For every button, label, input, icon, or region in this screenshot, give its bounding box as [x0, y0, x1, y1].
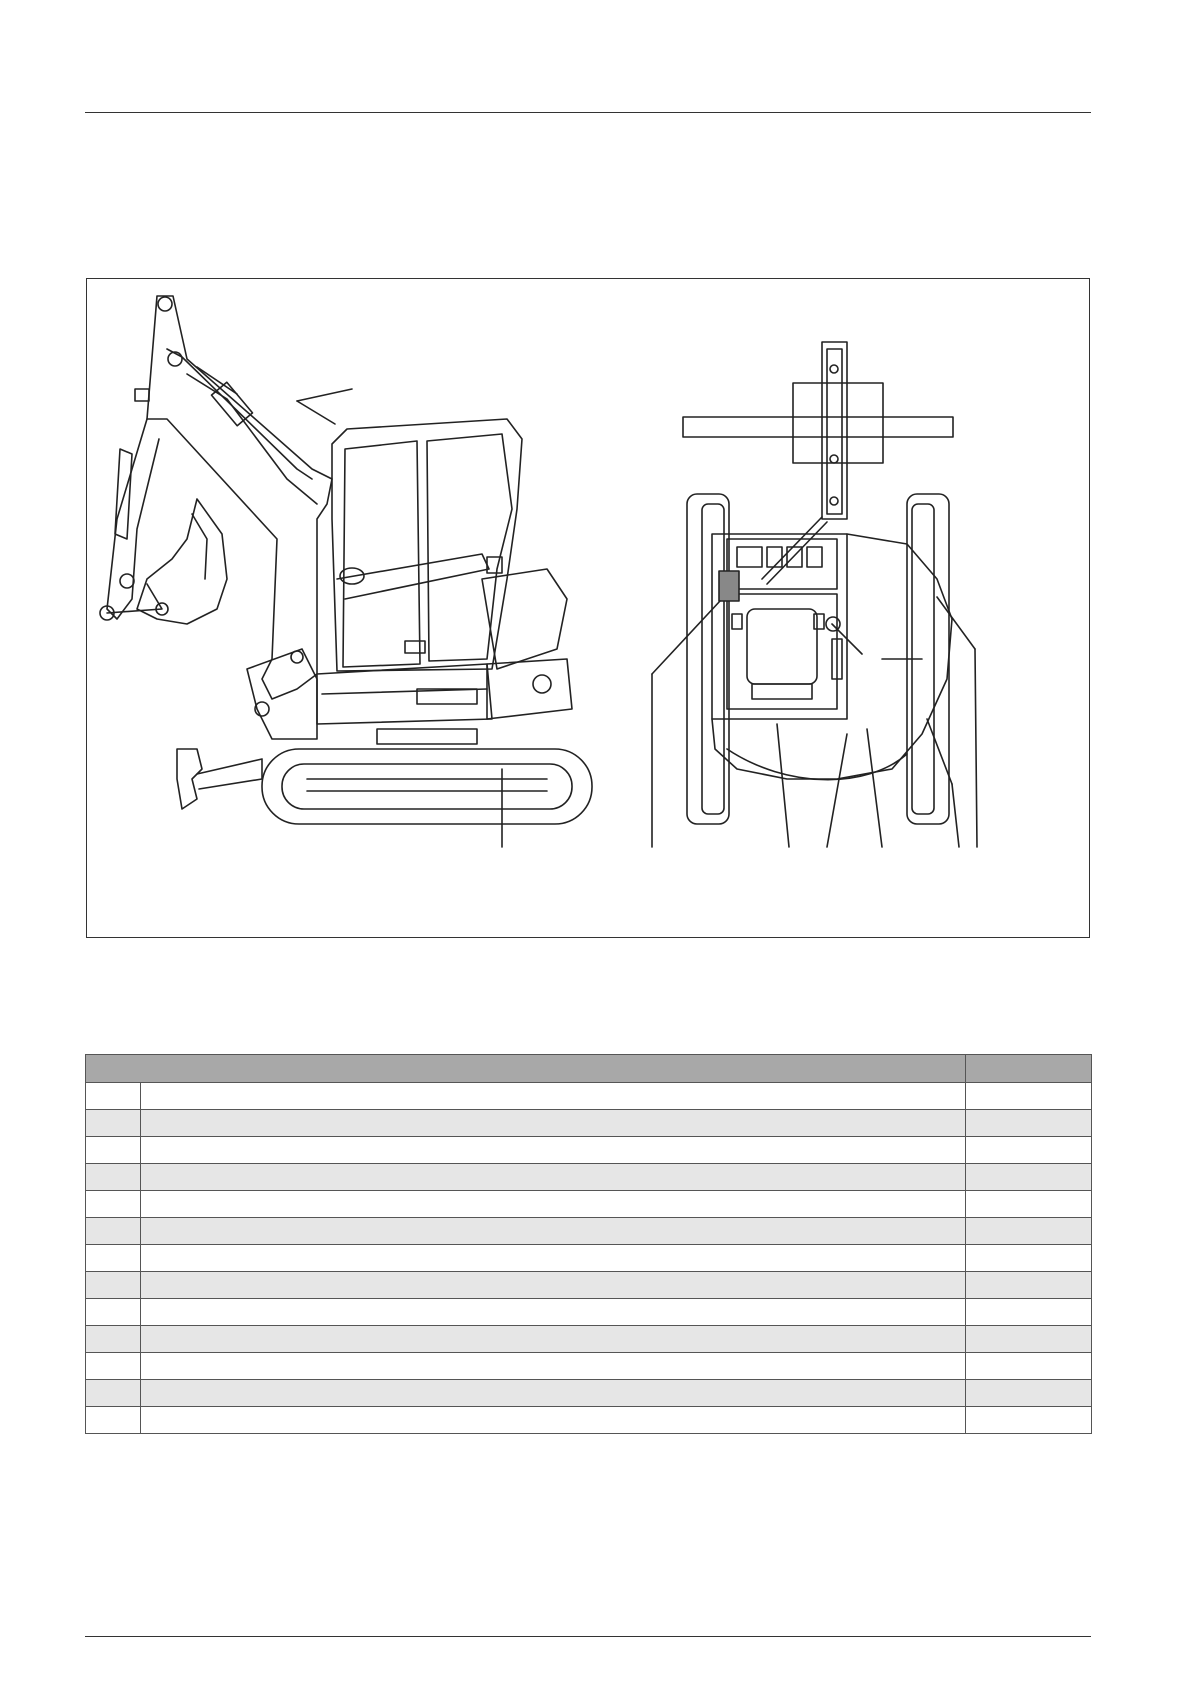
cell-no [86, 1407, 141, 1434]
cell-no [86, 1380, 141, 1407]
cell-description [141, 1164, 966, 1191]
cell-description [141, 1137, 966, 1164]
table-row [86, 1191, 1092, 1218]
cell-no [86, 1326, 141, 1353]
cell-code [966, 1083, 1092, 1110]
cell-no [86, 1353, 141, 1380]
table-row [86, 1407, 1092, 1434]
header-description [86, 1055, 966, 1083]
excavator-drawing [87, 279, 1091, 939]
cell-description [141, 1407, 966, 1434]
table-row [86, 1218, 1092, 1245]
table-row [86, 1137, 1092, 1164]
table-row [86, 1272, 1092, 1299]
table-row [86, 1326, 1092, 1353]
figure-frame [86, 278, 1090, 938]
side-view-excavator [100, 296, 592, 847]
cell-no [86, 1272, 141, 1299]
cell-code [966, 1137, 1092, 1164]
cell-no [86, 1110, 141, 1137]
cell-description [141, 1380, 966, 1407]
cell-description [141, 1083, 966, 1110]
cell-no [86, 1299, 141, 1326]
cell-no [86, 1083, 141, 1110]
table-row [86, 1299, 1092, 1326]
cell-code [966, 1110, 1092, 1137]
table-row [86, 1353, 1092, 1380]
table-row [86, 1245, 1092, 1272]
cell-description [141, 1191, 966, 1218]
cell-no [86, 1218, 141, 1245]
cell-no [86, 1245, 141, 1272]
cell-code [966, 1245, 1092, 1272]
cell-no [86, 1164, 141, 1191]
cell-description [141, 1218, 966, 1245]
cell-no [86, 1191, 141, 1218]
cell-description [141, 1326, 966, 1353]
cell-description [141, 1272, 966, 1299]
cell-code [966, 1407, 1092, 1434]
cell-description [141, 1245, 966, 1272]
table-header-row [86, 1055, 1092, 1083]
cell-description [141, 1353, 966, 1380]
parts-table [85, 1054, 1092, 1434]
cell-code [966, 1299, 1092, 1326]
cell-code [966, 1380, 1092, 1407]
header-code [966, 1055, 1092, 1083]
cell-code [966, 1164, 1092, 1191]
footer-rule [85, 1636, 1091, 1637]
cell-description [141, 1110, 966, 1137]
cell-no [86, 1137, 141, 1164]
cell-code [966, 1272, 1092, 1299]
cell-code [966, 1218, 1092, 1245]
table-row [86, 1110, 1092, 1137]
table-row [86, 1083, 1092, 1110]
cell-code [966, 1353, 1092, 1380]
table-row [86, 1380, 1092, 1407]
header-rule [85, 112, 1091, 113]
cell-code [966, 1326, 1092, 1353]
cell-code [966, 1191, 1092, 1218]
cell-description [141, 1299, 966, 1326]
table-row [86, 1164, 1092, 1191]
top-view-excavator [652, 342, 977, 847]
